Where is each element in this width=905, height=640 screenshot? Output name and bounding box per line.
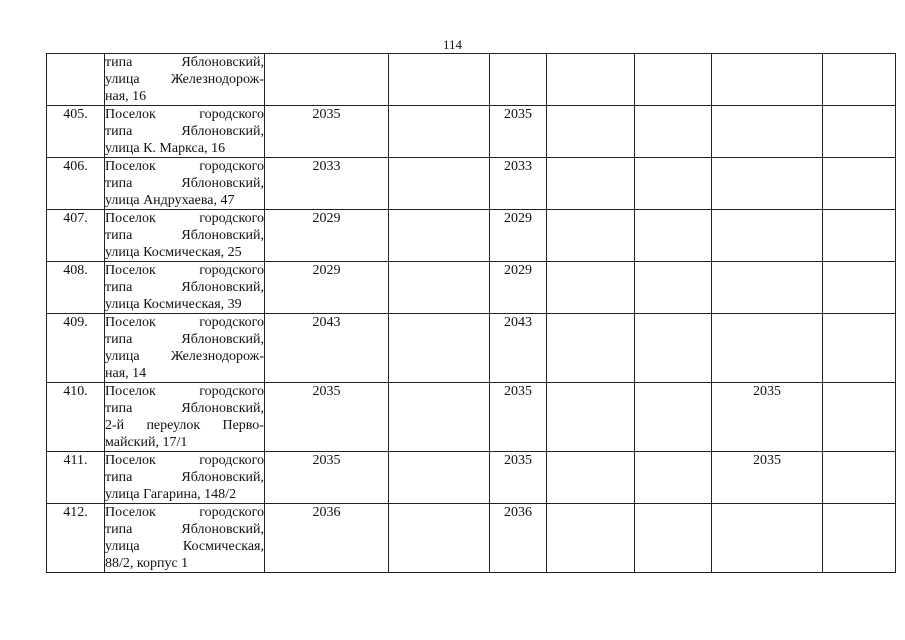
year-cell-c7: [823, 158, 896, 210]
year-cell-c3: 2029: [490, 262, 547, 314]
year-cell-c3: 2029: [490, 210, 547, 262]
year-cell-c6: [712, 106, 823, 158]
row-number: 406.: [47, 158, 105, 210]
table-row: [47, 210, 896, 262]
year-cell-c2: [389, 210, 490, 262]
address-cell: [105, 314, 265, 383]
year-cell-c4: [547, 54, 635, 106]
address-line: Поселок городского: [105, 505, 264, 520]
address-line: улица Космическая, 39: [105, 297, 242, 312]
year-cell-c4: [547, 158, 635, 210]
year-cell-c5: [635, 106, 712, 158]
address-line: ная, 16: [105, 89, 147, 104]
address-line: типа Яблоновский,: [105, 470, 264, 485]
address-line: Поселок городского: [105, 263, 264, 278]
table-row: [47, 158, 896, 210]
address-cell: [105, 383, 265, 452]
year-cell-c5: [635, 452, 712, 504]
year-cell-c6: [712, 158, 823, 210]
address-line: улица Космическая, 25: [105, 245, 242, 260]
year-cell-c2: [389, 106, 490, 158]
year-cell-c2: [389, 314, 490, 383]
address-line: улица Андрухаева, 47: [105, 193, 235, 208]
year-cell-c5: [635, 504, 712, 573]
year-cell-c5: [635, 158, 712, 210]
year-cell-c1: 2036: [265, 504, 389, 573]
year-cell-c5: [635, 54, 712, 106]
year-cell-c4: [547, 314, 635, 383]
address-cell: [105, 210, 265, 262]
year-cell-c5: [635, 314, 712, 383]
year-cell-c6: 2035: [712, 383, 823, 452]
year-cell-c1: 2043: [265, 314, 389, 383]
row-number: 412.: [47, 504, 105, 573]
row-number: 408.: [47, 262, 105, 314]
row-number: 411.: [47, 452, 105, 504]
year-cell-c1: 2029: [265, 210, 389, 262]
year-cell-c3: 2035: [490, 106, 547, 158]
year-cell-c5: [635, 262, 712, 314]
address-line: типа Яблоновский,: [105, 124, 264, 139]
year-cell-c4: [547, 383, 635, 452]
year-cell-c1: 2033: [265, 158, 389, 210]
table-row: [47, 383, 896, 452]
year-cell-c6: [712, 54, 823, 106]
year-cell-c6: 2035: [712, 452, 823, 504]
table-row: [47, 262, 896, 314]
address-cell: [105, 452, 265, 504]
address-line: типа Яблоновский,: [105, 401, 264, 416]
address-line: Поселок городского: [105, 315, 264, 330]
year-cell-c1: 2035: [265, 452, 389, 504]
address-line: улица Железнодорож-: [105, 349, 264, 364]
address-line: Поселок городского: [105, 453, 264, 468]
address-cell: [105, 54, 265, 106]
year-cell-c6: [712, 210, 823, 262]
address-line: майский, 17/1: [105, 435, 188, 450]
address-line: типа Яблоновский,: [105, 55, 264, 70]
address-cell: [105, 158, 265, 210]
address-cell: [105, 262, 265, 314]
table-body: [47, 54, 896, 573]
row-number: 410.: [47, 383, 105, 452]
year-cell-c7: [823, 314, 896, 383]
year-cell-c2: [389, 504, 490, 573]
year-cell-c5: [635, 210, 712, 262]
address-cell: [105, 504, 265, 573]
year-cell-c7: [823, 106, 896, 158]
year-cell-c5: [635, 383, 712, 452]
year-cell-c7: [823, 383, 896, 452]
year-cell-c4: [547, 262, 635, 314]
address-line: типа Яблоновский,: [105, 228, 264, 243]
address-line: улица Железнодорож-: [105, 72, 264, 87]
year-cell-c2: [389, 158, 490, 210]
address-cell: [105, 106, 265, 158]
year-cell-c2: [389, 383, 490, 452]
address-line: Поселок городского: [105, 159, 264, 174]
year-cell-c3: 2035: [490, 452, 547, 504]
year-cell-c3: [490, 54, 547, 106]
page-number: 114: [442, 37, 463, 52]
address-line: ная, 14: [105, 366, 147, 381]
table-row: [47, 314, 896, 383]
document-table: [46, 53, 896, 573]
address-line: типа Яблоновский,: [105, 332, 264, 347]
year-cell-c4: [547, 452, 635, 504]
year-cell-c1: [265, 54, 389, 106]
table-row: [47, 106, 896, 158]
year-cell-c4: [547, 106, 635, 158]
address-line: 88/2, корпус 1: [105, 556, 189, 571]
year-cell-c3: 2043: [490, 314, 547, 383]
table-row: [47, 54, 896, 106]
address-line: типа Яблоновский,: [105, 176, 264, 191]
year-cell-c1: 2035: [265, 383, 389, 452]
row-number: 405.: [47, 106, 105, 158]
year-cell-c6: [712, 504, 823, 573]
address-line: 2-й переулок Перво-: [105, 418, 264, 433]
address-line: улица Гагарина, 148/2: [105, 487, 237, 502]
year-cell-c6: [712, 314, 823, 383]
address-line: Поселок городского: [105, 211, 264, 226]
address-line: Поселок городского: [105, 107, 264, 122]
row-number: 409.: [47, 314, 105, 383]
year-cell-c7: [823, 452, 896, 504]
row-number: [47, 54, 105, 106]
address-line: улица Космическая,: [105, 539, 264, 554]
year-cell-c2: [389, 54, 490, 106]
address-line: улица К. Маркса, 16: [105, 141, 226, 156]
year-cell-c7: [823, 54, 896, 106]
year-cell-c4: [547, 210, 635, 262]
address-line: типа Яблоновский,: [105, 522, 264, 537]
year-cell-c7: [823, 210, 896, 262]
year-cell-c7: [823, 504, 896, 573]
year-cell-c3: 2033: [490, 158, 547, 210]
year-cell-c4: [547, 504, 635, 573]
year-cell-c7: [823, 262, 896, 314]
year-cell-c6: [712, 262, 823, 314]
table-row: [47, 504, 896, 573]
row-number: 407.: [47, 210, 105, 262]
year-cell-c1: 2029: [265, 262, 389, 314]
year-cell-c2: [389, 262, 490, 314]
year-cell-c3: 2036: [490, 504, 547, 573]
address-line: Поселок городского: [105, 384, 264, 399]
year-cell-c2: [389, 452, 490, 504]
table-row: [47, 452, 896, 504]
address-line: типа Яблоновский,: [105, 280, 264, 295]
year-cell-c3: 2035: [490, 383, 547, 452]
year-cell-c1: 2035: [265, 106, 389, 158]
